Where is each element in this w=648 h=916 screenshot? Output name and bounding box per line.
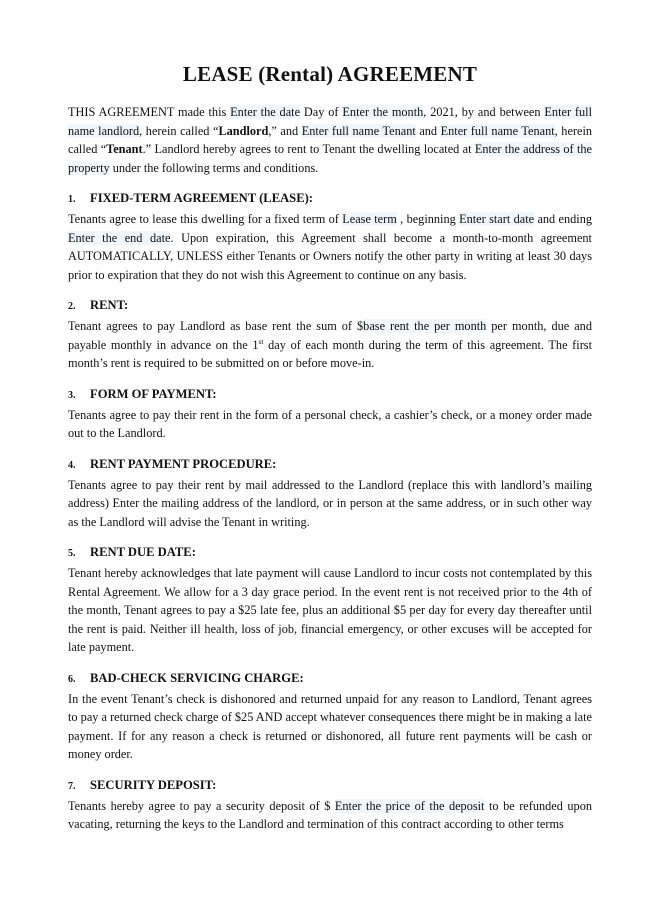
section-fixed-term: [68, 191, 592, 284]
tenant-name-field-2[interactable]: Enter full name Tenant: [440, 123, 555, 138]
section-body: [68, 797, 592, 834]
base-rent-field[interactable]: base rent the per month: [363, 319, 487, 333]
landlord-term: Landlord: [218, 123, 269, 138]
section-number: 2.: [68, 301, 76, 312]
section-heading: [68, 191, 592, 206]
intro-text: under the following terms and conditions.: [109, 160, 319, 175]
body-text: , or in person at the same address, or in such other way as the Landlord will advise the Tenant in writing.: [68, 496, 592, 529]
section-rent-due-date: [68, 545, 592, 657]
body-text: . Upon expiration, this Agreement shall become a month-to-month agreement AUTOMATICALLY, UNLESS either Tenants or Owners notify the other party in writing at least 30 days prior to expiration that they do not wish this Agreement to continue on any basis.: [68, 230, 592, 282]
tenant-name-field-1[interactable]: Enter full name Tenant: [301, 123, 416, 138]
section-rent: [68, 298, 592, 373]
document-title: LEASE (Rental) AGREEMENT: [182, 62, 478, 86]
body-text: Tenants hereby agree to pay a security deposit of $: [68, 798, 335, 813]
section-rent-payment-procedure: [68, 457, 592, 532]
section-title: FIXED-TERM AGREEMENT (LEASE):: [90, 191, 313, 205]
body-text: to be refunded upon vacating, returning the keys to the Landlord and termination of this contract according to other terms: [68, 798, 592, 831]
lease-term-field[interactable]: Lease term: [342, 212, 397, 226]
section-body: [68, 476, 592, 532]
intro-text: THIS AGREEMENT made this: [68, 105, 231, 119]
section-number: 3.: [68, 389, 76, 401]
section-heading: [68, 778, 592, 793]
intro-paragraph: [68, 103, 592, 177]
section-number: 5.: [68, 548, 76, 559]
section-number: 7.: [68, 780, 76, 792]
deposit-amount-field[interactable]: Enter the price of the deposit: [334, 798, 485, 813]
section-title: RENT DUE DATE:: [90, 545, 196, 559]
section-bad-check: [68, 671, 592, 764]
mailing-address-field[interactable]: (replace this with landlord’s mailing address) Enter the mailing address of the landlord: [68, 477, 592, 510]
section-heading: [68, 457, 592, 472]
intro-text: , herein called “: [139, 123, 219, 138]
section-heading: [68, 387, 592, 402]
section-security-deposit: [68, 778, 592, 834]
intro-text: and: [415, 123, 441, 138]
body-text: day of each month during the term of this agreement. The first month’s rent is required to be submitted on or before move-in.: [68, 337, 592, 370]
month-field[interactable]: Enter the month: [342, 105, 424, 119]
section-body: Tenant hereby acknowledges that late payment will cause Landlord to incur costs not contemplated by this Rental Agreement. We allow for a 3 day grace period. In the event rent is not received prior to the 4th of the month, Tenant agrees to pay a $25 late fee, plus an additional $5 per day for every day thereafter until the rent is paid. Neither ill health, loss of job, financial emergency, or other excuses will be accepted for late payment.: [68, 566, 592, 654]
body-text: Tenants agree to pay their rent by mail addressed to the Landlord: [68, 477, 409, 492]
section-heading: [68, 545, 592, 560]
section-title: BAD-CHECK SERVICING CHARGE:: [90, 670, 304, 685]
tenant-term: Tenant: [106, 142, 143, 156]
body-text: Tenants agree to lease this dwelling for a fixed term of: [68, 212, 343, 226]
intro-text: ,” and: [268, 123, 302, 138]
section-title: SECURITY DEPOSIT:: [90, 777, 217, 792]
intro-text: .” Landlord hereby agrees to rent to Tenant the dwelling located at: [142, 142, 475, 156]
body-text: Tenant agrees to pay Landlord as base rent the sum of $: [68, 319, 364, 333]
intro-text: Day of: [300, 105, 343, 119]
section-title: RENT:: [90, 298, 129, 312]
section-title: FORM OF PAYMENT:: [90, 386, 217, 401]
section-form-of-payment: [68, 387, 592, 443]
section-heading: [68, 671, 592, 686]
landlord-name-field[interactable]: Enter full name landlord: [68, 105, 593, 138]
ordinal-suffix: st: [258, 336, 264, 346]
date-field[interactable]: Enter the date: [230, 105, 301, 119]
section-body: [68, 210, 592, 284]
section-number: 1.: [68, 194, 76, 205]
section-body: In the event Tenant’s check is dishonored and returned unpaid for any reason to Landlord, Tenant agrees to pay a returned check charge of $25 AND accept whatever consequences there might be in making a late payment. If for any reason a check is returned or dishonored, all future rent payments will be cash or money order.: [68, 691, 592, 761]
section-heading: [68, 298, 592, 313]
intro-text: , herein called “: [68, 123, 593, 156]
section-title: RENT PAYMENT PROCEDURE:: [90, 456, 277, 471]
intro-text: , 2021, by and between: [423, 105, 545, 119]
end-date-field[interactable]: Enter the end date: [68, 230, 171, 245]
section-body: [68, 317, 592, 373]
start-date-field[interactable]: Enter start date: [459, 212, 535, 226]
section-number: 6.: [68, 673, 76, 685]
body-text: and ending: [534, 212, 593, 226]
section-body: Tenants agree to pay their rent in the form of a personal check, a cashier’s check, or a money order made out to the Landlord.: [68, 407, 592, 440]
section-number: 4.: [68, 459, 76, 471]
body-text: , beginning: [396, 212, 460, 226]
property-address-field[interactable]: Enter the address of the property: [68, 142, 592, 175]
body-text: per month, due and payable monthly in advance on the 1: [68, 319, 592, 352]
